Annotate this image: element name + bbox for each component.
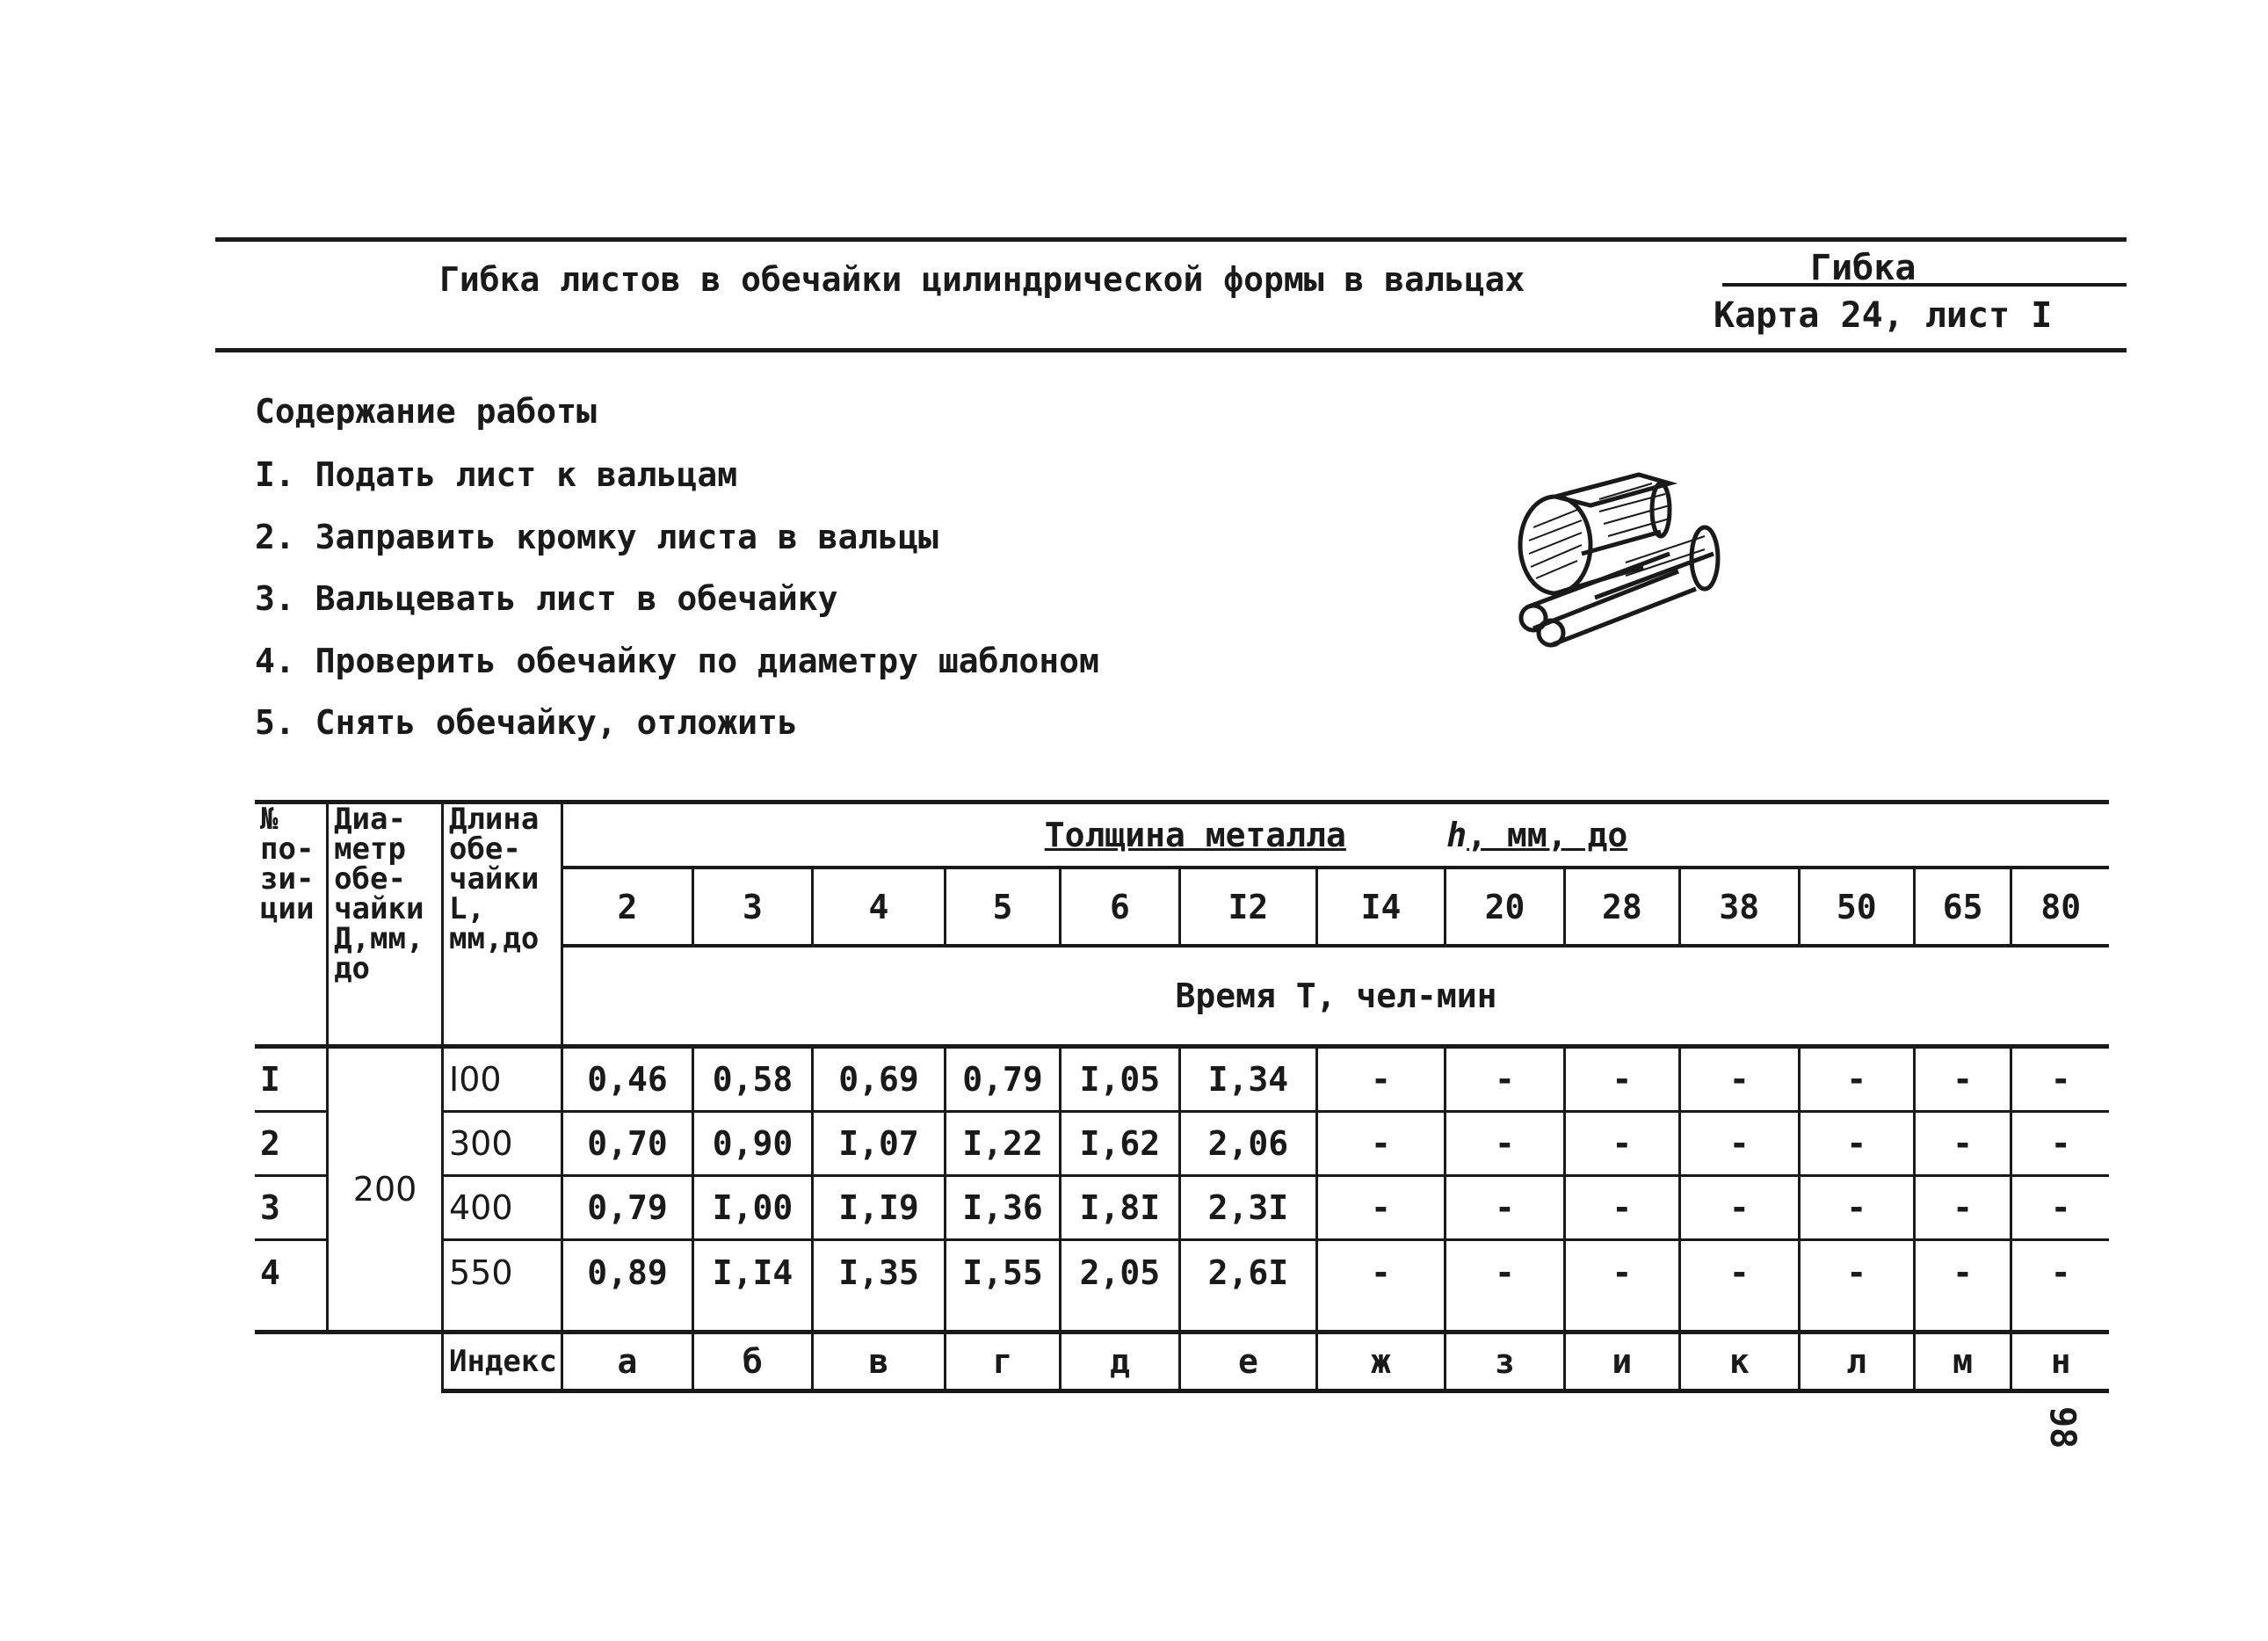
cell-l: - (1799, 1047, 1914, 1112)
cell-i: - (1564, 1176, 1679, 1240)
thickness-28: 28 (1564, 868, 1679, 946)
cell-l: - (1799, 1112, 1914, 1176)
cell-i: - (1564, 1047, 1679, 1112)
cell-v: I,07 (812, 1112, 945, 1176)
thickness-5: 5 (946, 868, 1061, 946)
cell-n: - (2011, 1047, 2109, 1112)
thickness-4: 4 (812, 868, 945, 946)
cell-e: 2,3I (1179, 1176, 1316, 1240)
cell-i: - (1564, 1240, 1679, 1332)
cell-g: I,36 (946, 1176, 1061, 1240)
cell-zh: - (1316, 1176, 1445, 1240)
cell-zh: - (1316, 1112, 1445, 1176)
cell-e: I,34 (1179, 1047, 1316, 1112)
index-z: з (1445, 1332, 1564, 1391)
thickness-caption (562, 802, 2109, 868)
header-bottom-rule (215, 348, 2127, 352)
thickness-caption-text: Толщина металла (1044, 816, 1346, 854)
step-2: 2. Заправить кромку листа в вальцы (255, 518, 938, 556)
section-label: Гибка (1810, 248, 1917, 288)
row-length: 400 (442, 1176, 562, 1240)
cell-b: I,00 (692, 1176, 812, 1240)
cell-k: - (1679, 1047, 1799, 1112)
cell-zh: - (1316, 1240, 1445, 1332)
cell-b: I,I4 (692, 1240, 812, 1332)
diameter-col-header: Диа-метр обе-чайки Д,мм, до (328, 802, 443, 1047)
cell-a: 0,79 (562, 1176, 692, 1240)
table-row (255, 1047, 2109, 1112)
table-row (255, 1240, 2109, 1332)
card-label: Карта 24, лист I (1714, 295, 2053, 336)
cell-m: - (1914, 1176, 2011, 1240)
cell-n: - (2011, 1240, 2109, 1332)
work-content-heading: Содержание работы (255, 392, 597, 431)
cell-z: - (1445, 1047, 1564, 1112)
row-position: 4 (255, 1240, 328, 1332)
thickness-38: 38 (1679, 868, 1799, 946)
cell-g: 0,79 (946, 1047, 1061, 1112)
cell-a: 0,70 (562, 1112, 692, 1176)
index-g: г (946, 1332, 1061, 1391)
cell-zh: - (1316, 1047, 1445, 1112)
cell-a: 0,89 (562, 1240, 692, 1332)
cell-z: - (1445, 1112, 1564, 1176)
time-norms-table (255, 800, 2109, 1393)
page-number: 98 (2042, 1406, 2083, 1449)
cell-b: 0,58 (692, 1047, 812, 1112)
index-d: д (1060, 1332, 1179, 1391)
cell-d: I,8I (1060, 1176, 1179, 1240)
thickness-14: I4 (1316, 868, 1445, 946)
index-k: к (1679, 1332, 1799, 1391)
cell-d: I,62 (1060, 1112, 1179, 1176)
thickness-symbol: h (1446, 816, 1467, 854)
row-length: 300 (442, 1112, 562, 1176)
cell-n: - (2011, 1176, 2109, 1240)
index-b: б (692, 1332, 812, 1391)
cell-e: 2,6I (1179, 1240, 1316, 1332)
cell-z: - (1445, 1240, 1564, 1332)
step-3: 3. Вальцевать лист в обечайку (255, 579, 838, 618)
thickness-20: 20 (1445, 868, 1564, 946)
cell-m: - (1914, 1240, 2011, 1332)
position-col-header: № по-зи-ции (255, 802, 328, 1047)
row-length: I00 (442, 1047, 562, 1112)
table-row (255, 1176, 2109, 1240)
row-position: 3 (255, 1176, 328, 1240)
time-caption: Время Т, чел-мин (562, 946, 2109, 1047)
cell-i: - (1564, 1112, 1679, 1176)
length-col-header: Длина обе-чайки L, мм,до (442, 802, 562, 1047)
index-v: в (812, 1332, 945, 1391)
page-title: Гибка листов в обечайки цилиндрической формы в вальцах (439, 260, 1525, 299)
cell-g: I,55 (946, 1240, 1061, 1332)
thickness-2: 2 (562, 868, 692, 946)
index-i: и (1564, 1332, 1679, 1391)
index-zh: ж (1316, 1332, 1445, 1391)
cell-l: - (1799, 1176, 1914, 1240)
section-underline (1722, 283, 2127, 287)
thickness-50: 50 (1799, 868, 1914, 946)
index-l: л (1799, 1332, 1914, 1391)
cell-v: 0,69 (812, 1047, 945, 1112)
row-position: 2 (255, 1112, 328, 1176)
header-top-rule (215, 237, 2127, 242)
cell-e: 2,06 (1179, 1112, 1316, 1176)
cell-m: - (1914, 1112, 2011, 1176)
cell-k: - (1679, 1240, 1799, 1332)
cell-l: - (1799, 1240, 1914, 1332)
cell-n: - (2011, 1112, 2109, 1176)
index-label: Индекс (442, 1332, 562, 1391)
thickness-6: 6 (1060, 868, 1179, 946)
step-4: 4. Проверить обечайку по диаметру шаблоном (255, 642, 1099, 680)
index-m: м (1914, 1332, 2011, 1391)
index-n: н (2011, 1332, 2109, 1391)
cell-d: 2,05 (1060, 1240, 1179, 1332)
diameter-value: 200 (328, 1047, 443, 1332)
cell-d: I,05 (1060, 1047, 1179, 1112)
index-a: а (562, 1332, 692, 1391)
thickness-12: I2 (1179, 868, 1316, 946)
cell-z: - (1445, 1176, 1564, 1240)
rolling-machine-illustration (1494, 457, 1740, 659)
index-e: е (1179, 1332, 1316, 1391)
thickness-80: 80 (2011, 868, 2109, 946)
index-blank-2 (328, 1332, 443, 1391)
step-5: 5. Снять обечайку, отложить (255, 703, 798, 742)
cell-g: I,22 (946, 1112, 1061, 1176)
row-position: I (255, 1047, 328, 1112)
index-blank-1 (255, 1332, 328, 1391)
cell-a: 0,46 (562, 1047, 692, 1112)
cell-k: - (1679, 1176, 1799, 1240)
cell-b: 0,90 (692, 1112, 812, 1176)
cell-k: - (1679, 1112, 1799, 1176)
step-1: I. Подать лист к вальцам (255, 455, 738, 494)
cell-v: I,I9 (812, 1176, 945, 1240)
thickness-3: 3 (692, 868, 812, 946)
cell-v: I,35 (812, 1240, 945, 1332)
table-row (255, 1112, 2109, 1176)
thickness-65: 65 (1914, 868, 2011, 946)
row-length: 550 (442, 1240, 562, 1332)
cell-m: - (1914, 1047, 2011, 1112)
thickness-unit: , мм, до (1467, 816, 1628, 854)
